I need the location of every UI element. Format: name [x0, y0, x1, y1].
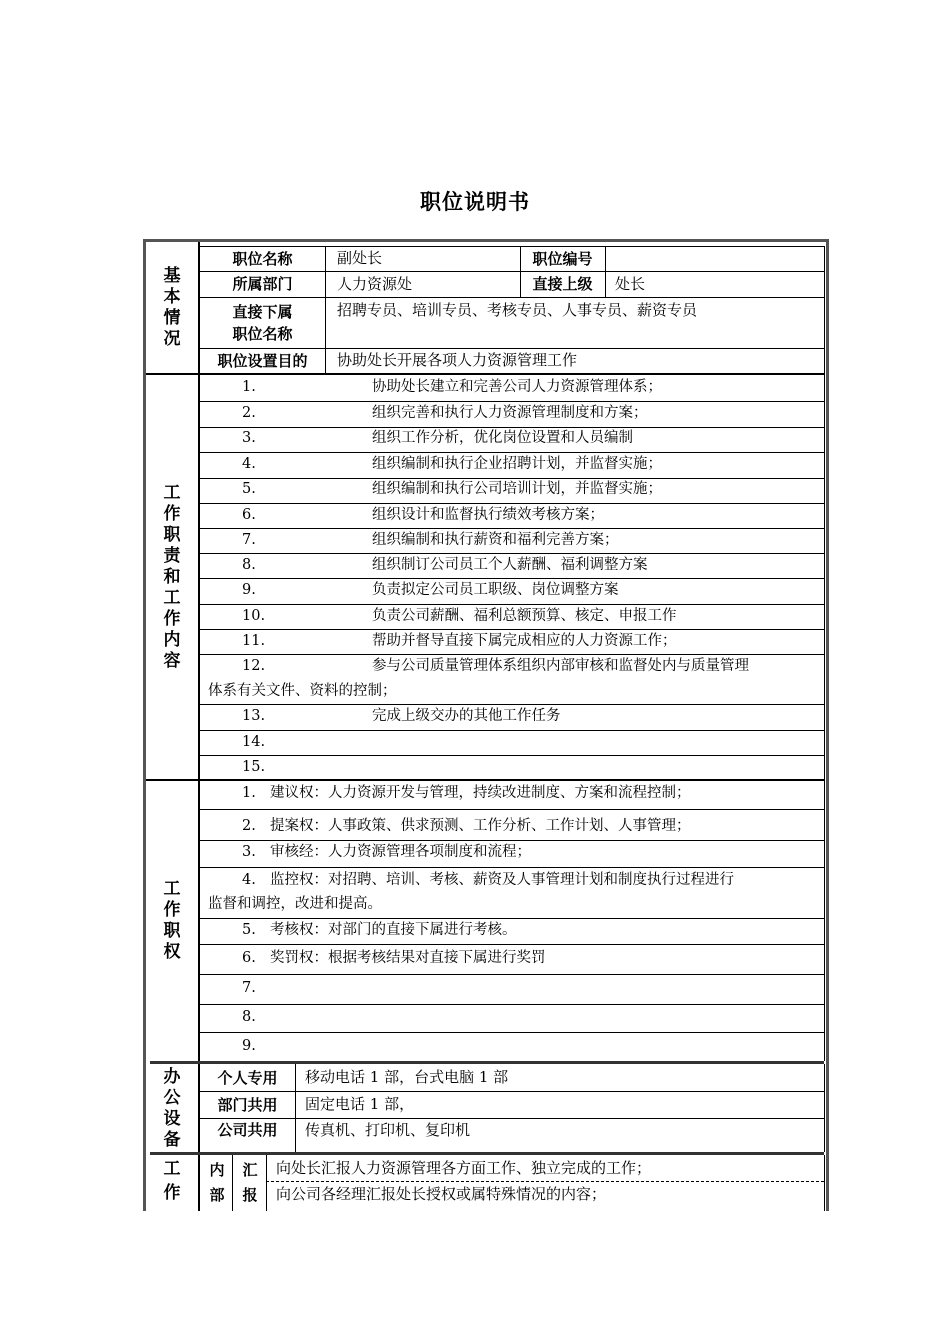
subordinates-value: 招聘专员、培训专员、考核专员、人事专员、薪资专员 — [337, 301, 698, 319]
page-title: 职位说明书 — [420, 190, 530, 214]
internal-label: 内部 — [209, 1161, 225, 1204]
department-label: 所属部门 — [232, 275, 293, 293]
direct-superior-label: 直接上级 — [532, 275, 593, 293]
subordinates-label: 直接下属 职位名称 — [232, 303, 293, 343]
section-equipment-label: 办公设备 — [163, 1067, 181, 1150]
relation-line: 向公司各经理汇报处长授权或属特殊情况的内容； — [276, 1185, 607, 1203]
position-name-value: 副处长 — [337, 249, 383, 267]
section-authority-label: 工作职权 — [163, 879, 181, 962]
section-relations-label: 工作 — [163, 1159, 181, 1203]
section-basic-label: 基本情况 — [163, 265, 181, 349]
section-duties-label: 工作职责和工作内容 — [163, 482, 181, 671]
department-value: 人力资源处 — [337, 275, 413, 293]
relation-line: 向处长汇报人力资源管理各方面工作、独立完成的工作； — [276, 1159, 652, 1177]
purpose-label: 职位设置目的 — [217, 351, 308, 370]
position-no-label: 职位编号 — [532, 249, 593, 268]
report-label: 汇报 — [242, 1161, 258, 1204]
position-name-label: 职位名称 — [232, 249, 293, 268]
purpose-value: 协助处长开展各项人力资源管理工作 — [337, 351, 578, 369]
direct-superior-value: 处长 — [615, 275, 646, 293]
